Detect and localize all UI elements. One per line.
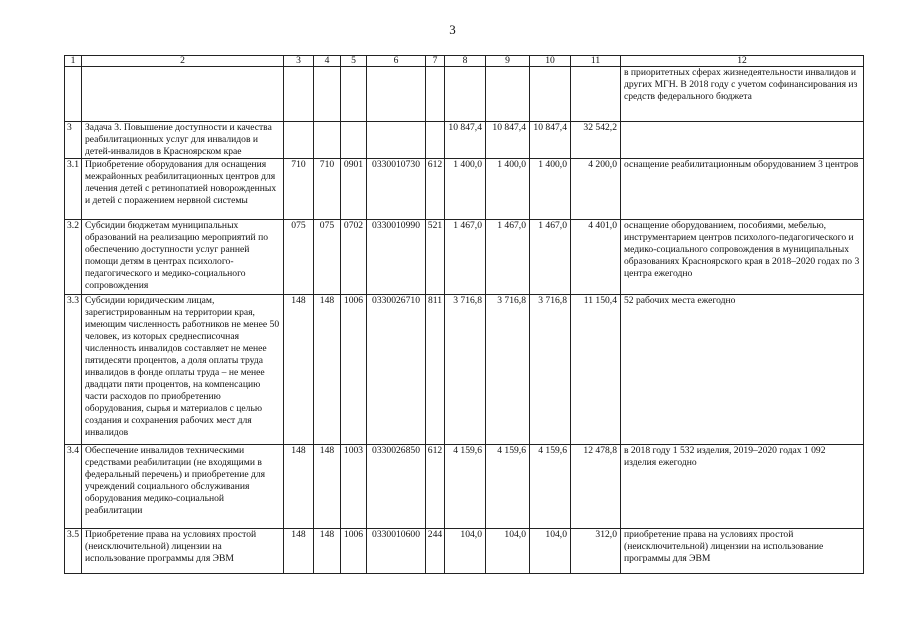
col-header: 8 (445, 56, 486, 67)
col-header: 5 (341, 56, 367, 67)
amount-2019: 1 467,0 (486, 220, 530, 295)
row-number (65, 67, 82, 122)
gv-code: 148 (284, 445, 314, 529)
col-header: 7 (426, 56, 445, 67)
col-header: 2 (82, 56, 284, 67)
amount-total: 312,0 (571, 529, 621, 574)
table-row (65, 67, 864, 122)
vr-code: 612 (426, 159, 445, 220)
gv-code: 075 (284, 220, 314, 295)
col-header: 4 (314, 56, 341, 67)
amount-2018: 1 400,0 (445, 159, 486, 220)
measure-name: Субсидии бюджетам муниципальных образований на реализацию мероприятий по обеспечению доступности услуг ранней помощи детям в центрах психолого-педагогического и медико-социального сопровождения (82, 220, 284, 295)
amount-total: 12 478,8 (571, 445, 621, 529)
expected-result: в приоритетных сферах жизнедеятельности инвалидов и других МГН. В 2018 году с учетом софинансирования из средств федерального бюджета (621, 67, 864, 122)
grbs-code (314, 122, 341, 159)
expected-result: в 2018 году 1 532 изделия, 2019–2020 годах 1 092 изделия ежегодно (621, 445, 864, 529)
amount-2018: 1 467,0 (445, 220, 486, 295)
rzpr-code (341, 122, 367, 159)
amount-total: 32 542,2 (571, 122, 621, 159)
amount-2018 (445, 67, 486, 122)
header-row (65, 56, 864, 67)
vr-code: 612 (426, 445, 445, 529)
amount-2020: 3 716,8 (530, 295, 571, 445)
page-number: 3 (449, 22, 456, 37)
rzpr-code: 1006 (341, 295, 367, 445)
row-number: 3.1 (65, 159, 82, 220)
grbs-code: 148 (314, 445, 341, 529)
csr-code (367, 67, 426, 122)
row-number: 3.2 (65, 220, 82, 295)
gv-code: 148 (284, 295, 314, 445)
gv-code (284, 122, 314, 159)
expected-result: оснащение оборудованием, пособиями, мебелью, инструментарием центров психолого-педагогического и медико-социального сопровождения в муниципальных образованиях Красноярского края в 2018–2020 годах по 3 центра ежегодно (621, 220, 864, 295)
csr-code: 0330010600 (367, 529, 426, 574)
amount-total: 4 401,0 (571, 220, 621, 295)
rzpr-code: 1006 (341, 529, 367, 574)
measure-name: Приобретение права на условиях простой (неисключительной) лицензии на использование программы для ЭВМ (82, 529, 284, 574)
table-row (65, 445, 864, 529)
amount-2018: 104,0 (445, 529, 486, 574)
amount-2019: 104,0 (486, 529, 530, 574)
program-table (64, 55, 864, 574)
amount-total: 4 200,0 (571, 159, 621, 220)
amount-2019: 10 847,4 (486, 122, 530, 159)
amount-2019: 1 400,0 (486, 159, 530, 220)
table-row (65, 295, 864, 445)
gv-code: 148 (284, 529, 314, 574)
row-number: 3.4 (65, 445, 82, 529)
table-row (65, 220, 864, 295)
amount-total (571, 67, 621, 122)
grbs-code: 148 (314, 529, 341, 574)
amount-2018: 3 716,8 (445, 295, 486, 445)
expected-result (621, 122, 864, 159)
amount-2019: 3 716,8 (486, 295, 530, 445)
grbs-code (314, 67, 341, 122)
row-number: 3.5 (65, 529, 82, 574)
amount-2018: 10 847,4 (445, 122, 486, 159)
col-header: 12 (621, 56, 864, 67)
measure-name: Субсидии юридическим лицам, зарегистрированным на территории края, имеющим численность работников не менее 50 человек, из которых среднесписочная численность инвалидов составляет не менее пятидесяти процентов, а доля оплаты труда инвалидов в фонде оплаты труда – не менее двадцати пяти процентов, на компенсацию части расходов по приобретению оборудования, сырья и материалов с целью создания и сохранения рабочих мест для инвалидов (82, 295, 284, 445)
measure-name: Обеспечение инвалидов техническими средствами реабилитации (не входящими в федеральный перечень) и приобретение для учреждений социального обслуживания оборудования медико-социальной реабилитации (82, 445, 284, 529)
table-row (65, 159, 864, 220)
col-header: 3 (284, 56, 314, 67)
csr-code: 0330026850 (367, 445, 426, 529)
col-header: 11 (571, 56, 621, 67)
amount-2019 (486, 67, 530, 122)
csr-code: 0330010990 (367, 220, 426, 295)
measure-name: Задача 3. Повышение доступности и качества реабилитационных услуг для инвалидов и детей-инвалидов в Красноярском крае (82, 122, 284, 159)
grbs-code: 148 (314, 295, 341, 445)
col-header: 9 (486, 56, 530, 67)
measure-name (82, 67, 284, 122)
expected-result: 52 рабочих места ежегодно (621, 295, 864, 445)
grbs-code: 075 (314, 220, 341, 295)
csr-code: 0330010730 (367, 159, 426, 220)
amount-2019: 4 159,6 (486, 445, 530, 529)
rzpr-code: 0901 (341, 159, 367, 220)
col-header: 6 (367, 56, 426, 67)
grbs-code: 710 (314, 159, 341, 220)
gv-code: 710 (284, 159, 314, 220)
table-row (65, 529, 864, 574)
amount-2020: 1 400,0 (530, 159, 571, 220)
row-number: 3 (65, 122, 82, 159)
gv-code (284, 67, 314, 122)
row-number: 3.3 (65, 295, 82, 445)
csr-code: 0330026710 (367, 295, 426, 445)
table-row (65, 122, 864, 159)
vr-code (426, 67, 445, 122)
vr-code: 244 (426, 529, 445, 574)
amount-2020: 10 847,4 (530, 122, 571, 159)
expected-result: приобретение права на условиях простой (неисключительной) лицензии на использование программы для ЭВМ (621, 529, 864, 574)
amount-2018: 4 159,6 (445, 445, 486, 529)
rzpr-code (341, 67, 367, 122)
amount-2020: 4 159,6 (530, 445, 571, 529)
vr-code (426, 122, 445, 159)
vr-code: 521 (426, 220, 445, 295)
amount-2020: 104,0 (530, 529, 571, 574)
col-header: 10 (530, 56, 571, 67)
amount-2020: 1 467,0 (530, 220, 571, 295)
rzpr-code: 1003 (341, 445, 367, 529)
col-header: 1 (65, 56, 82, 67)
measure-name: Приобретение оборудования для оснащения межрайонных реабилитационных центров для лечения детей с ретинопатией новорожденных и детей с поражением нервной системы (82, 159, 284, 220)
csr-code (367, 122, 426, 159)
amount-total: 11 150,4 (571, 295, 621, 445)
rzpr-code: 0702 (341, 220, 367, 295)
vr-code: 811 (426, 295, 445, 445)
expected-result: оснащение реабилитационным оборудованием 3 центров (621, 159, 864, 220)
amount-2020 (530, 67, 571, 122)
